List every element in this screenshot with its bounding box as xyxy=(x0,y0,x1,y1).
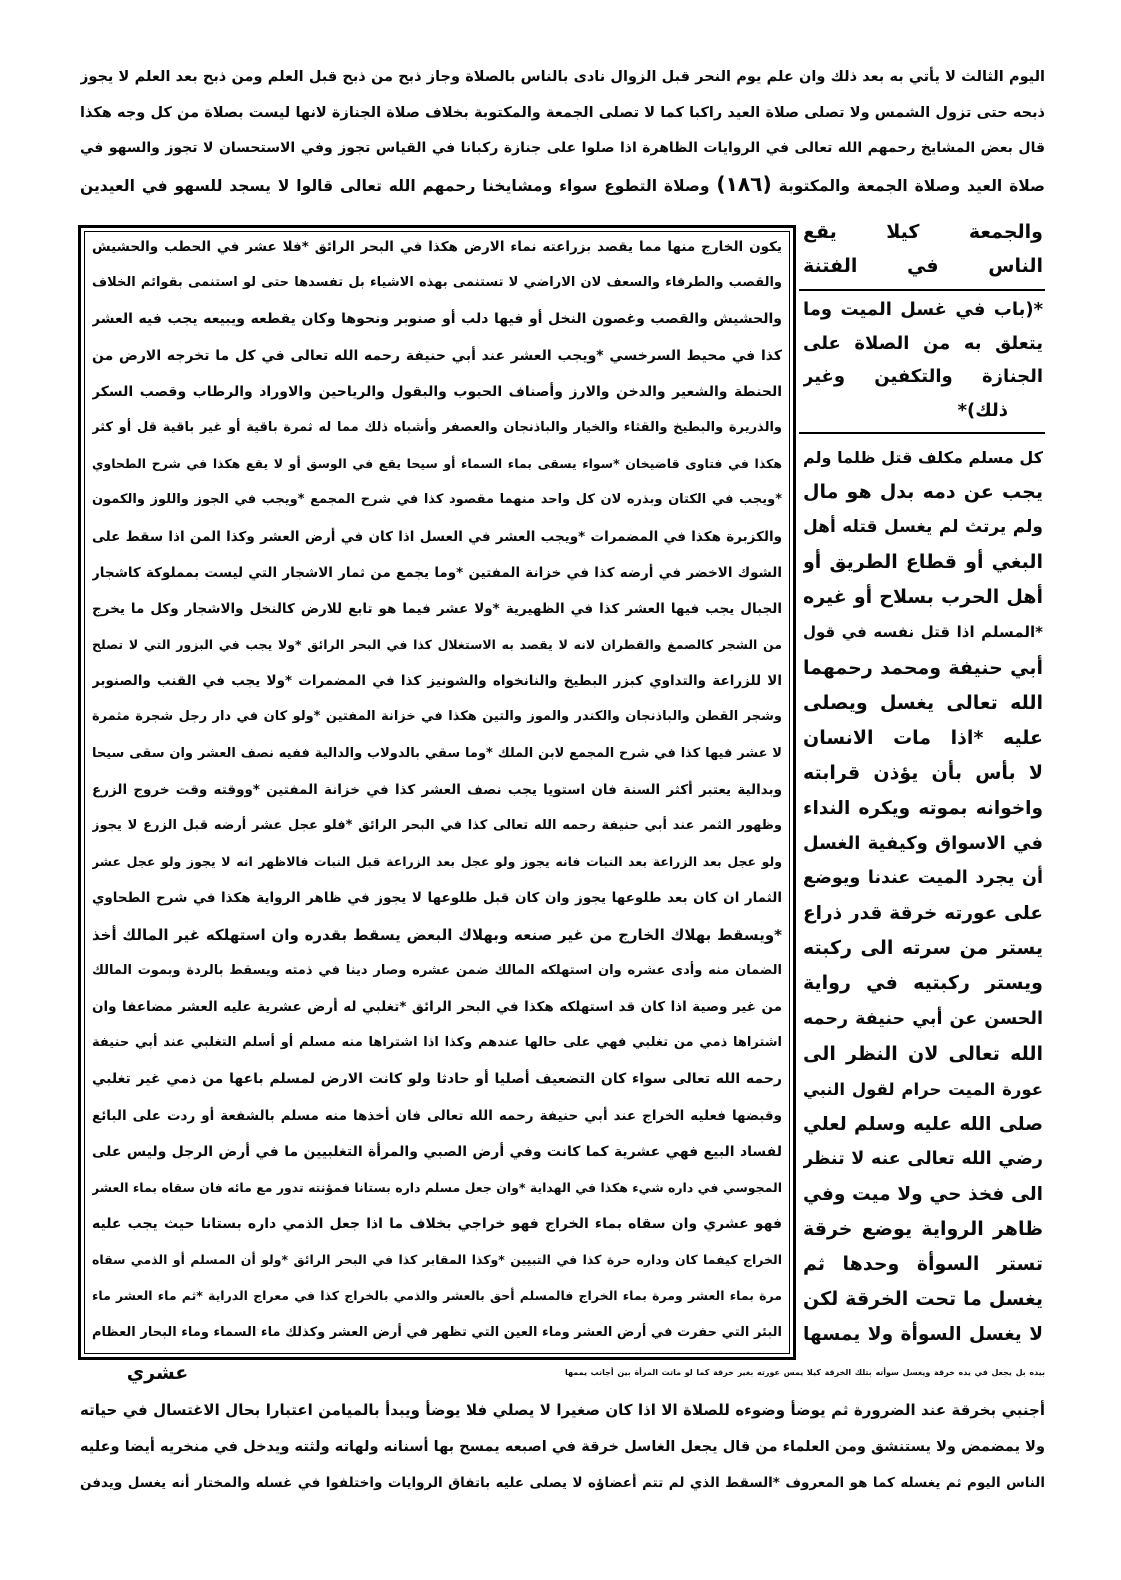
margin-continuation xyxy=(803,215,1043,283)
bottom-text-line: ولا يمضمض ولا يستنشق ومن العلماء من قال يجعل الغاسل خرقة في اصبعه يمسح بها أسنانه ولهاته ولثته ويدخل في منخريه أيضا وعليه xyxy=(80,1438,1045,1455)
main-text-line: ولو عجل بعد الزراعة بعد النبات فانه يجوز ولو عجل بعد الزراعة قبل النبات فالاظهر انه لا يجوز ولو عجل عشر xyxy=(92,854,782,870)
margin-text-line: واخوانه بموته ويكره النداء xyxy=(803,797,1043,819)
main-text-line: فهو عشري وان سقاه بماء الخراج فهو خراجي بخلاف ما اذا جعل الذمي داره بستانا حيث يجب عليه xyxy=(92,1216,782,1233)
main-text-line: والقصب والطرفاء والسعف لان الاراضي لا تستنمى بهذه الاشياء بل تفسدها حتى لو استنمى بقوائم الخلاف xyxy=(92,275,782,291)
main-text-line: الحنطة والشعير والدخن والارز وأصناف الحبوب والبقول والرياحين والاوراد والرطاب وقصب السكر xyxy=(92,383,782,400)
margin-text-line: أبي حنيفة ومحمد رحمهما xyxy=(803,656,1043,679)
margin-text-line: في الاسواق وكيفية الغسل xyxy=(803,833,1043,855)
main-text-line: *ويسقط بهلاك الخارج من غير صنعه وبهلاك البعض يسقط بقدره وان استهلكه غير المالك أخذ xyxy=(92,925,782,944)
margin-text-line: على عورته خرقة قدر ذراع xyxy=(803,903,1043,925)
top-text-line: قال بعض المشايخ رحمهم الله تعالى في الروايات الظاهرة اذا صلوا على جنازة ركبانا في القياس تجوز وفي الاستحسان لا تجوز والسهو في xyxy=(80,140,1045,156)
margin-text-line: والجمعة كيلا يقع xyxy=(803,221,1043,243)
main-text-line: المجوسي في داره شيء هكذا في الهداية *وان جعل مسلم داره بستانا فمؤنته تدور مع مائه فان سقاه بماء العشر xyxy=(92,1179,782,1195)
margin-text-line: رضي الله تعالى عنه لا تنظر xyxy=(803,1148,1043,1169)
margin-text-line: أن يجرد الميت عندنا ويوضع xyxy=(803,868,1043,889)
margin-text-line: ولم يرتث لم يغسل قتله أهل xyxy=(803,517,1043,538)
top-text-segment: وصلاة التطوع سواء ومشايخنا رحمهم الله تعالى قالوا لا يسجد للسهو في العيدين xyxy=(80,176,710,195)
main-text-line: والكزبرة هكذا في المضمرات *ويجب العشر في العسل اذا كان في أرض العشر وكذا المن اذا سقط على xyxy=(92,528,782,545)
bottom-text-line: الناس اليوم ثم يغسله كما هو المعروف *السقط الذي لم تتم أعضاؤه لا يصلى عليه باتفاق الروايات واختلفوا في غسله والمختار أنه يغسل ويدفن xyxy=(80,1475,1045,1491)
margin-text-line: صلى الله عليه وسلم لعلي xyxy=(803,1113,1043,1135)
margin-text-line: الحسن عن أبي حنيفة رحمه xyxy=(803,1008,1043,1029)
margin-text-line: البغي أو قطاع الطريق أو xyxy=(803,551,1043,574)
top-text-block xyxy=(80,60,1045,202)
main-text-line: رحمه الله تعالى سواء كان التضعيف أصليا أو حادثا ولو كانت الارض لمسلم باعها من ذمي غير تغلبي xyxy=(92,1071,782,1088)
main-text-line: وشجر القطن والباذنجان والكندر والموز والتين هكذا في خزانة المفتين *ولو كان في دار رجل شجرة مثمرة xyxy=(92,709,782,725)
main-text-line: اشتراها ذمي من تغلبي فهي على حالها عندهم وكذا اذا اشتراها منه مسلم أو أسلم التغلبي عند أبي حنيفة xyxy=(92,1035,782,1051)
main-text-line: البئر التي حفرت في أرض العشر وماء العين التي تظهر في أرض العشر وكذلك ماء السماء وماء البحار العظام xyxy=(92,1324,782,1340)
main-text-line: *ويجب في الكتان وبذره لان كل واحد منهما مقصود كذا في شرح المجمع *ويجب في الجوز واللوز والكمون xyxy=(92,492,782,508)
main-text-line: الثمار ان كان بعد طلوعها يجوز وان كان قبل طلوعها لا يجوز في ظاهر الرواية هكذا في شرح الطحاوي xyxy=(92,890,782,907)
margin-text-line: ظاهر الرواية يوضع خرقة xyxy=(803,1218,1043,1241)
main-text-line: الضمان منه وأدى عشره وان استهلكه المالك ضمن عشره وصار دينا في ذمته ويسقط بالردة وبموت المالك xyxy=(92,962,782,978)
chapter-heading-line: الجنازة والتكفين وغير xyxy=(803,366,1043,387)
top-text-segment: صلاة العيد وصلاة الجمعة والمكتوبة xyxy=(778,176,1045,195)
margin-text-line: عورة الميت حرام لقول النبي xyxy=(803,1079,1043,1099)
main-text-line: مرة بماء العشر ومرة بماء الخراج فالمسلم أحق بالعشر والذمي بالخراج كذا في معراج الدراية *ثم ماء العشر ماء xyxy=(92,1288,782,1304)
margin-rule xyxy=(799,432,1045,434)
margin-text-line: *المسلم اذا قتل نفسه في قول xyxy=(803,623,1043,642)
main-text-line: والحشيش والقصب وغصون النخل أو فيها دلب أو صنوبر ونحوها وكان يقطعه ويبيعه يجب فيه العشر xyxy=(92,311,782,328)
margin-text-line: الى فخذ حي ولا ميت وفي xyxy=(803,1183,1043,1205)
main-text-line: الشوك الاخضر في أرضه كذا في خزانة المفتين *وما يجمع من ثمار الاشجار التي ليست بمملوكة كاشجار xyxy=(92,564,782,581)
chapter-heading-line: يتعلق به من الصلاة على xyxy=(803,332,1043,354)
margin-text-line: الله تعالى يغسل ويصلى xyxy=(803,691,1043,714)
main-text-line: الجبال يجب فيها العشر كذا في الظهيرية *ولا عشر فيما هو تابع للارض كالنخل والاشجار وكل ما يخرج xyxy=(92,600,782,617)
margin-text-line: كل مسلم مكلف قتل ظلما ولم xyxy=(803,448,1043,467)
main-text-line: من الشجر كالصمغ والقطران لانه لا يقصد به الاستغلال كذا في البحر الرائق *ولا يجب في البزور التي لا تصلح xyxy=(92,637,782,653)
main-text-line: لفساد البيع فهي عشرية كما كانت وفي أرض الصبي والمرأة التغلبيين ما في أرض الرجل وليس على xyxy=(92,1143,782,1160)
chapter-heading-line: ذلك)* xyxy=(957,399,1008,421)
margin-text-line: عليه *اذا مات الانسان xyxy=(803,726,1043,749)
top-text-line: ذبحه حتى تزول الشمس ولا تصلى صلاة العيد راكبا كما لا تصلى الجمعة والمكتوبة بخلاف صلاة الجنازة لانها ليست بصلاة من كل وجه هكذا xyxy=(80,104,1045,121)
main-text-line: وقبضها فعليه الخراج عند أبي حنيفة رحمه الله تعالى فان أخذها منه مسلم بالشفعة أو ردت على البائع xyxy=(92,1107,782,1124)
chapter-heading-line: *(باب في غسل الميت وما xyxy=(803,299,1043,320)
bottom-text-block xyxy=(80,1392,1045,1502)
main-text-block xyxy=(92,229,782,1351)
main-text-line: كذا في محيط السرخسي *ويجب العشر عند أبي حنيفة رحمه الله تعالى في كل ما تخرجه الارض من xyxy=(92,347,782,364)
top-text-line: اليوم الثالث لا يأتي به بعد ذلك وان علم يوم النحر قبل الزوال نادى بالناس بالصلاة وجاز ذبح من ذبح قبل العلم ومن ذبح بعد العلم لا يجوز xyxy=(80,69,1045,85)
main-text-line: هكذا في فتاوى قاضيخان *سواء يسقى بماء السماء أو سيحا يقع في الوسق أو لا يقع هكذا في شرح الطحاوي xyxy=(92,456,782,472)
margin-text-line: أهل الحرب بسلاح أو غيره xyxy=(803,586,1043,609)
margin-text-line: ويستر ركبتيه في رواية xyxy=(803,972,1043,995)
margin-text-block xyxy=(803,440,1043,1352)
bottom-text-block xyxy=(565,1355,1045,1391)
main-text-line: والذريرة والبطيخ والقثاء والخيار والباذنجان والعصفر وأشباه ذلك مما له ثمرة باقية أو غير باقية قل أو كثر xyxy=(92,419,782,435)
main-text-line: الخراج كيفما كان وداره حرة كذا في التبيين *وكذا المقابر كذا في البحر الرائق *ولو أن المسلم أو الذمي سقاه xyxy=(92,1252,782,1268)
main-text-line: وظهور الثمر عند أبي حنيفة رحمه الله تعالى كذا في البحر الرائق *فلو عجل عشر أرضه قبل الزرع لا يجوز xyxy=(92,818,782,833)
margin-text-line: الله تعالى لان النظر الى xyxy=(803,1042,1043,1065)
top-text-line xyxy=(80,167,1045,203)
margin-text-line: الناس في الفتنة xyxy=(803,255,1043,277)
margin-text-line: يجب عن دمه بدل هو مال xyxy=(803,481,1043,504)
bottom-text-line: بيده بل يجعل في يده خرقة ويغسل سوأته بتلك الخرقة كيلا يمس عورته بغير خرقة كما لو ماتت المرأة بين أجانب يممها xyxy=(565,1368,1045,1377)
margin-text-line: لا يغسل السوأة ولا يمسها xyxy=(803,1324,1043,1346)
margin-text-line: يستر من سرته الى ركبته xyxy=(803,937,1043,960)
main-text-line: من غير وصية اذا كان قد استهلكه هكذا في البحر الرائق *تغلبي له أرض عشرية عليه العشر مضاعفا وان xyxy=(92,998,782,1015)
catchword: عشري xyxy=(126,1362,189,1384)
main-text-line: يكون الخارج منها مما يقصد بزراعته نماء الارض هكذا في البحر الرائق *فلا عشر في الحطب والحشيش xyxy=(92,239,782,255)
main-text-line: وبدالية يعتبر أكثر السنة فان استويا يجب نصف العشر كذا في خزانة المفتين *ووقته وقت خروج الزرع xyxy=(92,781,782,798)
chapter-heading xyxy=(803,293,1043,427)
margin-text-line: لا بأس بأن يؤذن قرابته xyxy=(803,761,1043,784)
margin-text-line: يغسل ما تحت الخرقة لكن xyxy=(803,1288,1043,1311)
margin-text-line: تستر السوأة وحدها ثم xyxy=(803,1253,1043,1276)
bottom-text-line: أجنبي بخرقة عند الضرورة ثم يوضأ وضوءه للصلاة الا اذا كان صغيرا لا يصلي فلا يوضأ ويبدأ بالميامن اعتبارا بحال الاغتسال في حياته xyxy=(80,1401,1045,1419)
margin-rule xyxy=(799,289,1045,291)
page-number: (١٨٦) xyxy=(716,171,772,196)
main-text-line: الا للزراعة والتداوي كبزر البطيخ والنانخواه والشونيز كذا في المضمرات *ولا يجب في القنب والصنوبر xyxy=(92,673,782,690)
main-text-line: لا عشر فيها كذا في شرح المجمع لابن الملك *وما سقي بالدولاب والدالية ففيه نصف العشر وان سقى سيحا xyxy=(92,745,782,761)
